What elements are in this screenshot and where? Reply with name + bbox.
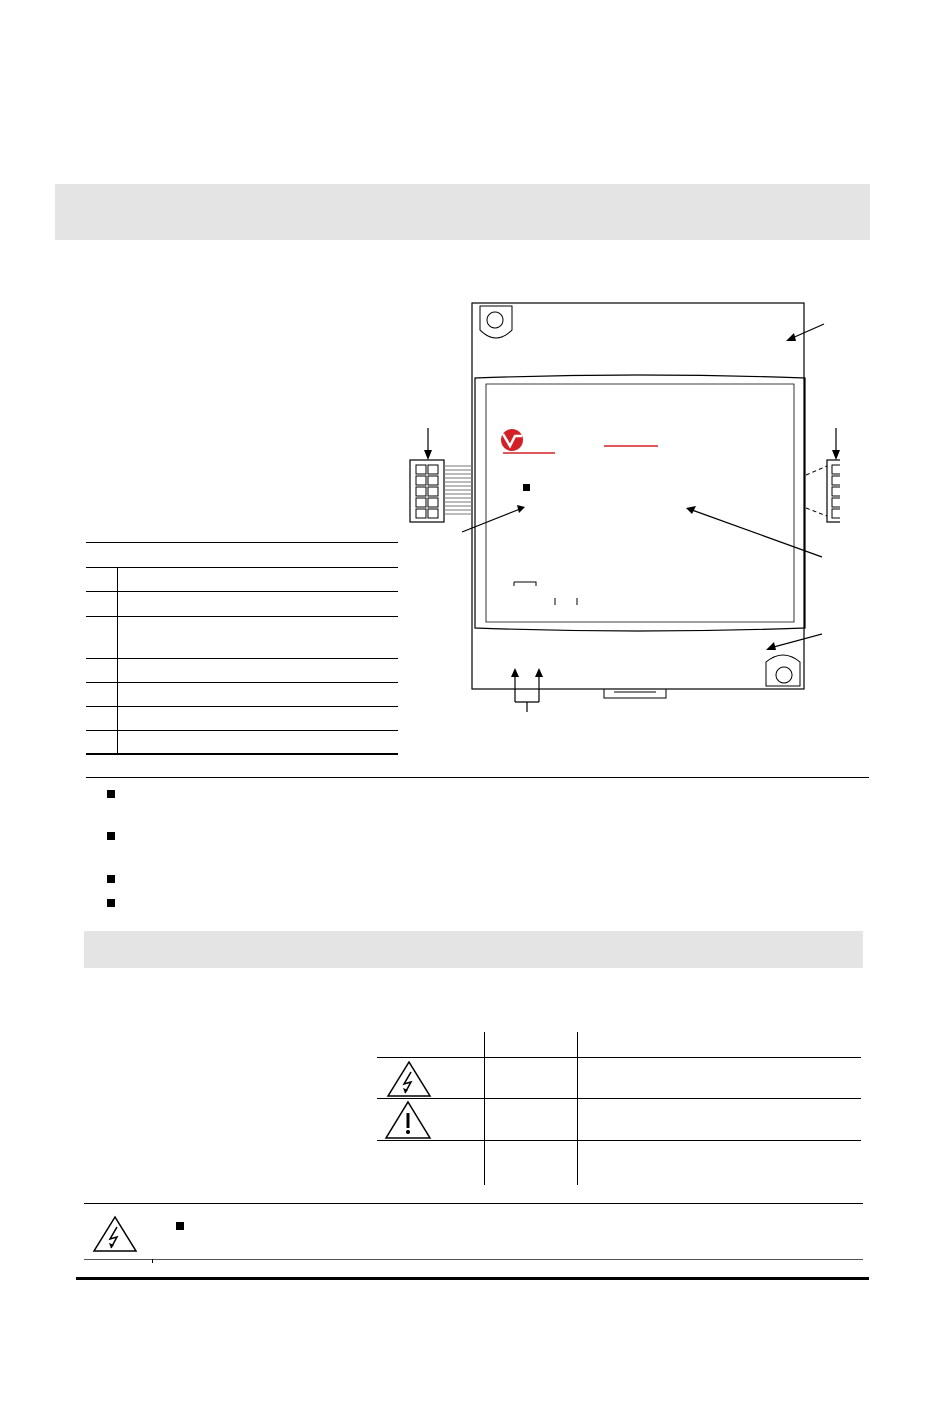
- footer-rule: [76, 1277, 869, 1280]
- unitronics-logo: [501, 429, 658, 453]
- bullet-5: [176, 1222, 184, 1230]
- io-module-diagram: [400, 295, 840, 720]
- bullet-4: [107, 899, 115, 907]
- bullet-2: [107, 832, 115, 840]
- bullet-3: [107, 875, 115, 883]
- section-header-band-2: [84, 931, 863, 968]
- lightning-warning-icon: [386, 1060, 432, 1098]
- bullet-1: [107, 790, 115, 798]
- lightning-warning-icon: [92, 1215, 138, 1253]
- exclamation-warning-icon: [384, 1100, 432, 1140]
- section-header-band: [55, 184, 870, 240]
